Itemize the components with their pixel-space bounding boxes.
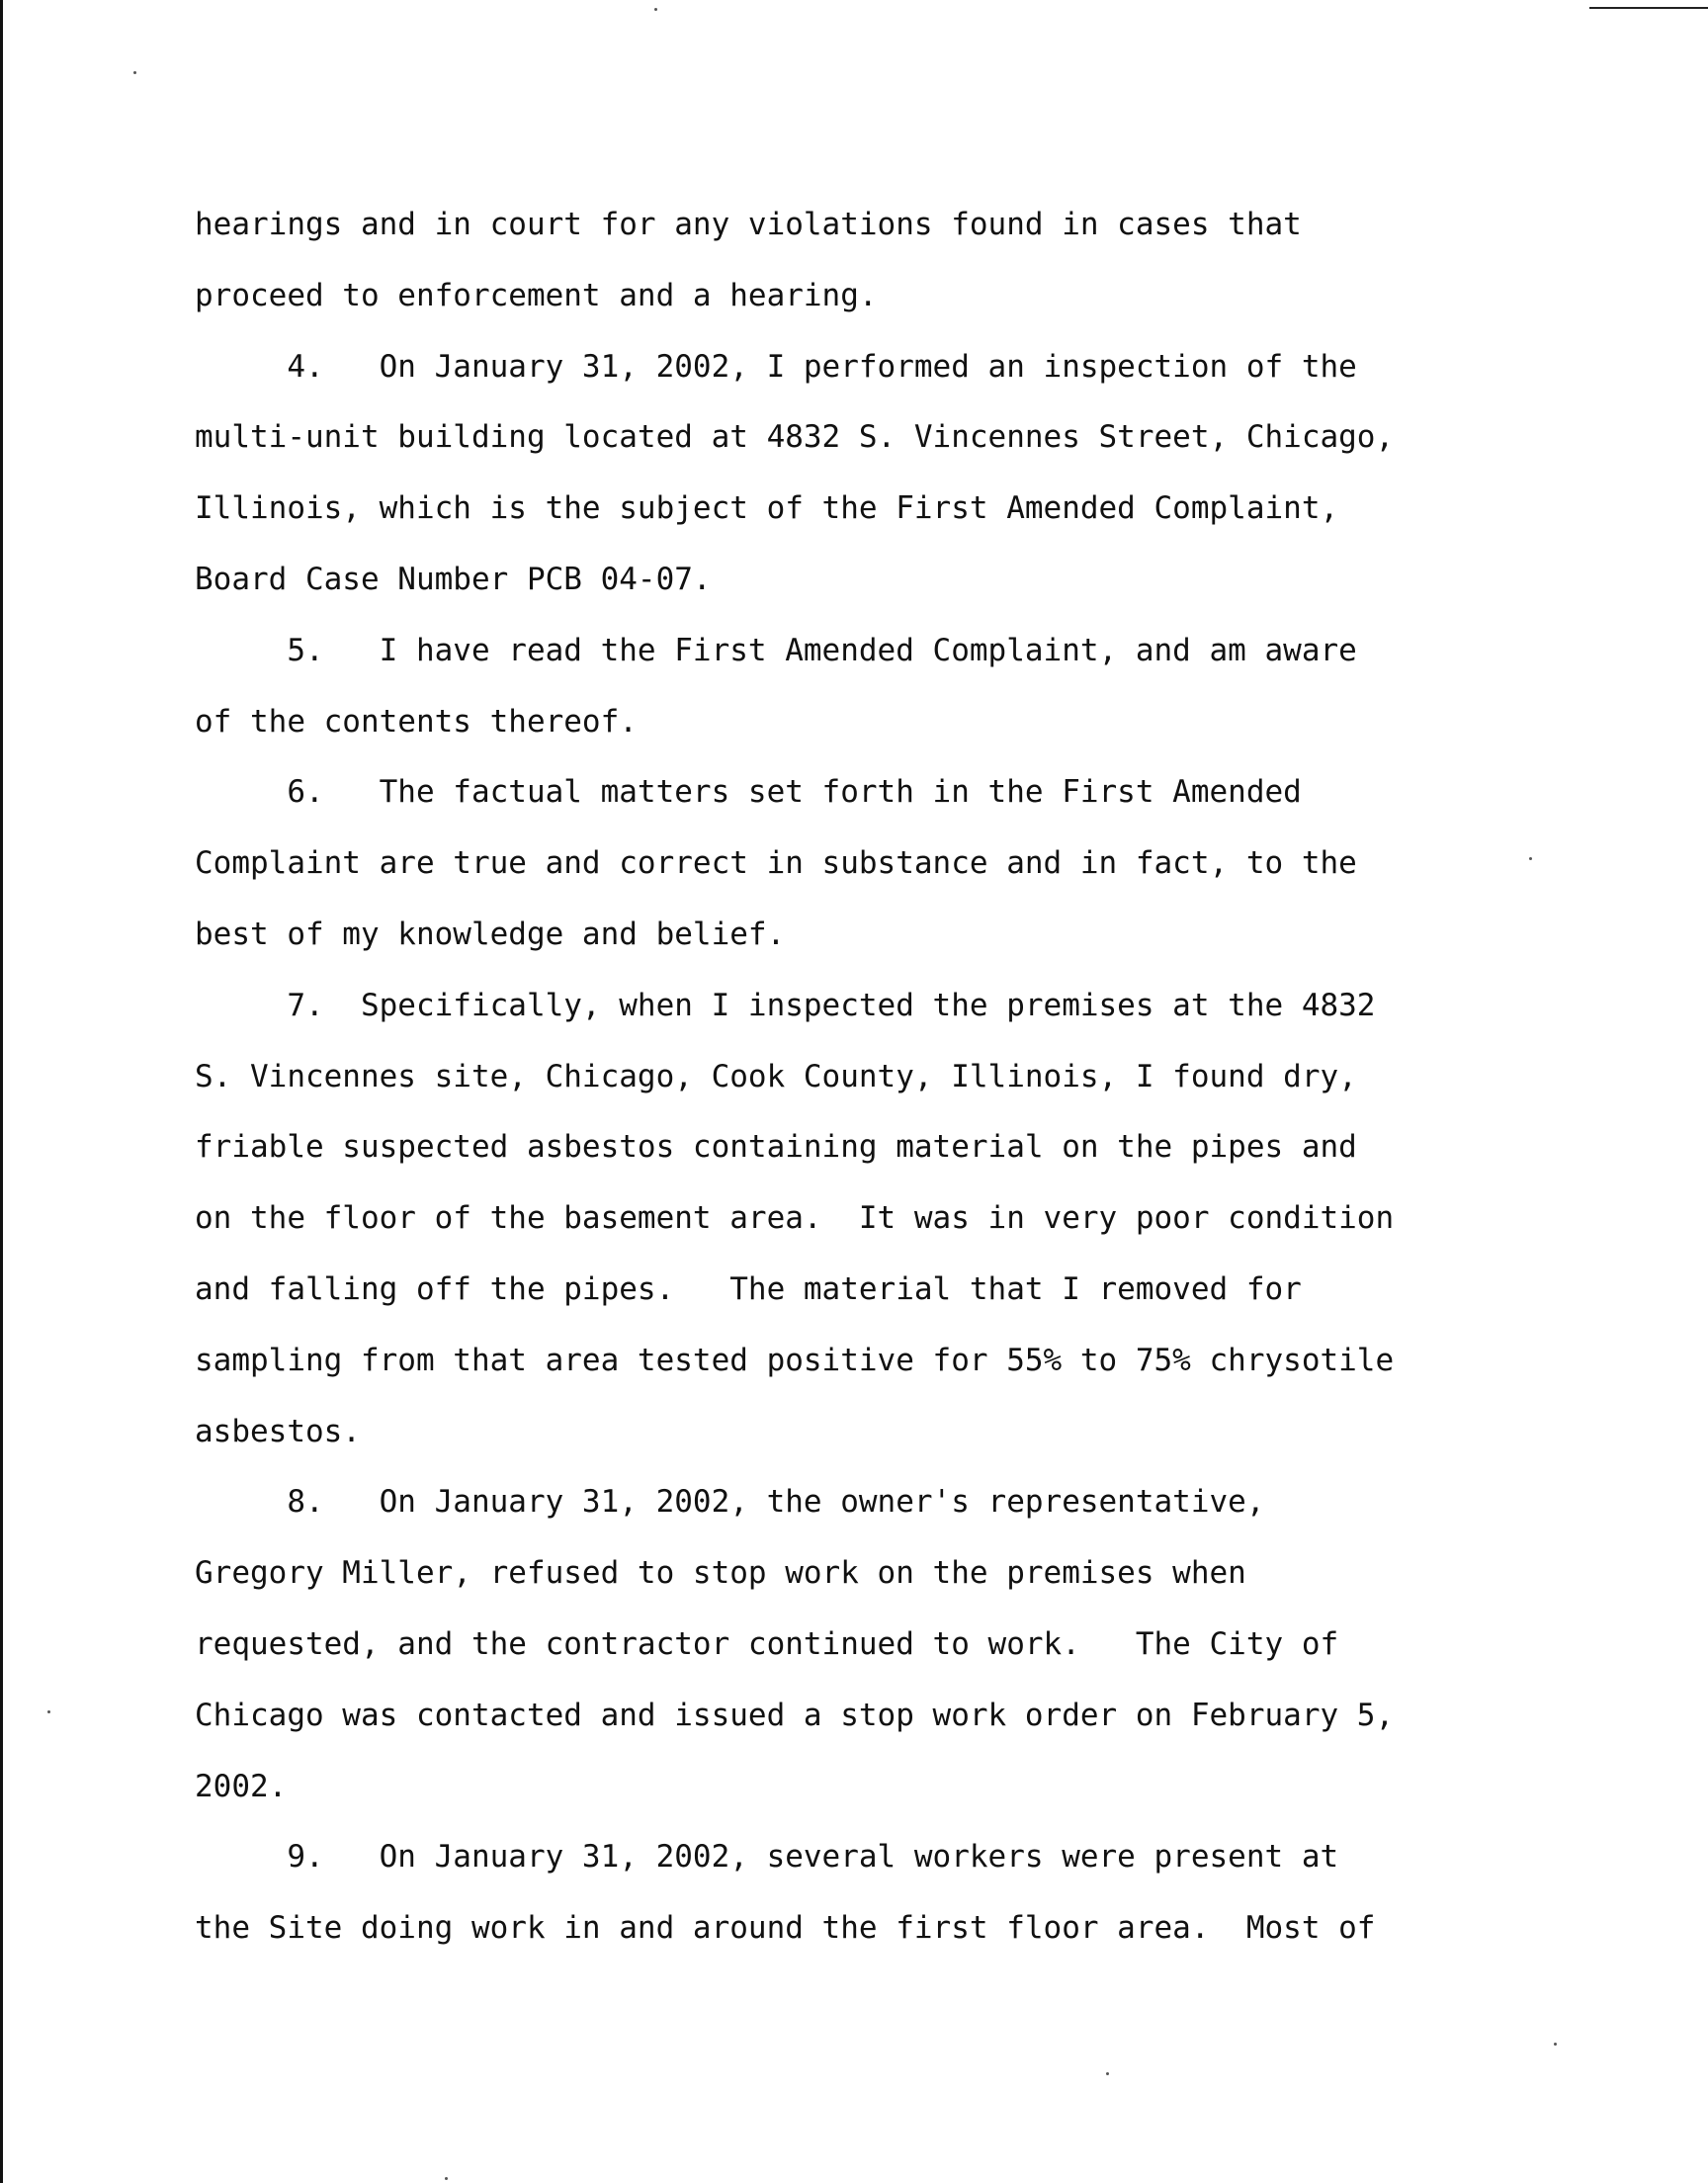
text-line: 2002. <box>195 1768 288 1804</box>
text-line: Illinois, which is the subject of the First Amended Complaint, <box>195 490 1339 527</box>
scan-speck <box>654 8 657 11</box>
scan-speck <box>445 2177 448 2180</box>
text-line: hearings and in court for any violations found in cases that <box>195 207 1302 242</box>
text-line: Chicago was contacted and issued a stop work order on February 5, <box>195 1697 1395 1733</box>
text-line: Board Case Number PCB 04-07. <box>195 561 712 597</box>
text-line: of the contents thereof. <box>195 703 638 740</box>
scan-speck <box>133 71 136 74</box>
text-line: 9. On January 31, 2002, several workers were present at <box>195 1839 1339 1876</box>
top-right-rule <box>1589 7 1708 9</box>
scan-speck <box>47 1710 50 1713</box>
text-line: proceed to enforcement and a hearing. <box>195 277 878 313</box>
scan-speck <box>1554 2043 1557 2046</box>
text-line: best of my knowledge and belief. <box>195 916 786 952</box>
text-line: S. Vincennes site, Chicago, Cook County, Illinois, I found dry, <box>195 1058 1357 1094</box>
text-line: on the floor of the basement area. It was in very poor condition <box>195 1200 1395 1237</box>
text-line: Gregory Miller, refused to stop work on the premises when <box>195 1555 1246 1592</box>
text-line: 6. The factual matters set forth in the First Amended <box>195 774 1302 811</box>
scan-speck <box>1529 857 1532 860</box>
text-line: Complaint are true and correct in substance and in fact, to the <box>195 845 1357 882</box>
text-line: sampling from that area tested positive for 55% to 75% chrysotile <box>195 1342 1395 1378</box>
text-line: asbestos. <box>195 1413 361 1449</box>
text-line: multi-unit building located at 4832 S. Vincennes Street, Chicago, <box>195 419 1395 456</box>
text-line: friable suspected asbestos containing material on the pipes and <box>195 1129 1357 1166</box>
text-line: and falling off the pipes. The material that I removed for <box>195 1270 1302 1307</box>
document-body <box>195 190 1529 1965</box>
text-line: 7. Specifically, when I inspected the premises at the 4832 <box>195 987 1376 1023</box>
scan-speck <box>1106 2072 1109 2075</box>
text-line: 4. On January 31, 2002, I performed an inspection of the <box>195 348 1357 385</box>
text-line: 5. I have read the First Amended Complaint, and am aware <box>195 632 1357 668</box>
left-margin-rule <box>0 0 3 2183</box>
text-line: requested, and the contractor continued to work. The City of <box>195 1625 1339 1662</box>
text-line: 8. On January 31, 2002, the owner's representative, <box>195 1484 1265 1521</box>
text-line: the Site doing work in and around the first floor area. Most of <box>195 1910 1376 1947</box>
